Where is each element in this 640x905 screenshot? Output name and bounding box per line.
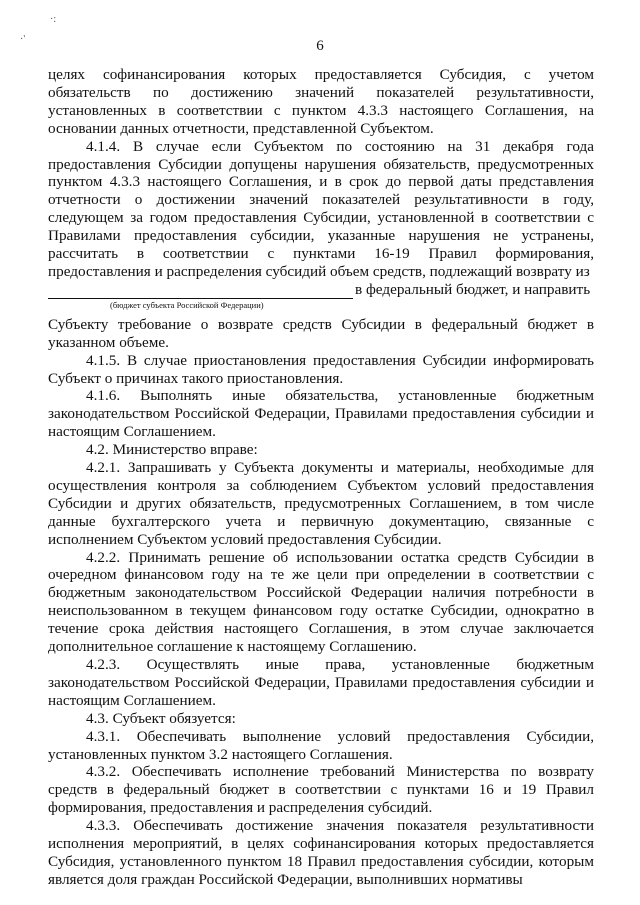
- fill-in-line: [48, 281, 594, 299]
- paragraph-4-2-2: 4.2.2. Принимать решение об использовании остатка средств Субсидии в очередном финансовом году на те же цели при определении в соответствии с бюджетным законодательством Российской Федерации наличия потребности в неиспользованном в текущем финансовом году остатке Субсидии, однократно в течение срока действия настоящего Соглашения, в этом случае заключается дополнительное соглашение к настоящему Соглашению.: [48, 548, 594, 656]
- paragraph-4-1-5: 4.1.5. В случае приостановления предоставления Субсидии информировать Субъект о причинах такого приостановления.: [48, 351, 594, 387]
- blank-field-caption: (бюджет субъекта Российской Федерации): [110, 299, 264, 310]
- blank-field-line: [48, 284, 353, 299]
- scan-mark: ·': [20, 34, 26, 45]
- paragraph-4-2-1: 4.2.1. Запрашивать у Субъекта документы и материалы, необходимые для осуществления контроля за соблюдением Субъектом условий предоставления Субсидии и других обязательств, предусмотренных Соглашением, в том числе данные бухгалтерского учета и первичную документацию, связанные с исполнением Субъектом условий предоставления Субсидии.: [48, 459, 594, 548]
- paragraph-continuation: Субъекту требование о возврате средств Субсидии в федеральный бюджет в указанном объеме.: [48, 315, 594, 351]
- fill-line-text: в федеральный бюджет, и направить: [355, 280, 591, 298]
- paragraph-4-2: 4.2. Министерство вправе:: [86, 441, 258, 459]
- paragraph-4-1-6: 4.1.6. Выполнять иные обязательства, установленные бюджетным законодательством Российской Федерации, Правилами предоставления субсидии и настоящим Соглашением.: [48, 387, 594, 441]
- paragraph-4-3-3: 4.3.3. Обеспечивать достижение значения показателя результативности исполнения мероприятий, в целях софинансирования которых предоставляется Субсидия, установленного пунктом 18 Правил предоставления субсидии, которым является доля граждан Российской Федерации, выполнивших нормативы: [48, 817, 594, 888]
- scan-mark: ·:: [50, 14, 57, 25]
- page-number: 6: [316, 38, 324, 54]
- paragraph: целях софинансирования которых предоставляется Субсидия, с учетом обязательств по достижению значений показателей результативности, установленных в соответствии с пунктом 4.3.3 настоящего Соглашения, на основании данных отчетности, представленной Субъектом.: [48, 66, 594, 137]
- document-body: [48, 66, 594, 889]
- paragraph-4-3: 4.3. Субъект обязуется:: [86, 709, 236, 727]
- paragraph-4-3-1: 4.3.1. Обеспечивать выполнение условий предоставления Субсидии, установленных пунктом 3.2 настоящего Соглашения.: [48, 727, 594, 763]
- paragraph-4-2-3: 4.2.3. Осуществлять иные права, установленные бюджетным законодательством Российской Федерации, Правилами предоставления субсидии и настоящим Соглашением.: [48, 656, 594, 709]
- paragraph-4-3-2: 4.3.2. Обеспечивать исполнение требований Министерства по возврату средств в федеральный бюджет в соответствии с пунктами 16 и 19 Правил формирования, предоставления и распределения субсидий.: [48, 763, 594, 817]
- paragraph-4-1-4: 4.1.4. В случае если Субъектом по состоянию на 31 декабря года предоставления Субсидии допущены нарушения обязательств, предусмотренных пунктом 4.3.3 настоящего Соглашения, и в срок до первой даты представления отчетности о достижении значений показателей результативности в году, следующем за годом предоставления Субсидии, установленной в соответствии с Правилами предоставления субсидии, указанные нарушения не устранены, рассчитать в соответствии с пунктами 16-19 Правил формирования, предоставления и распределения субсидий объем средств, подлежащий возврату из: [48, 137, 594, 280]
